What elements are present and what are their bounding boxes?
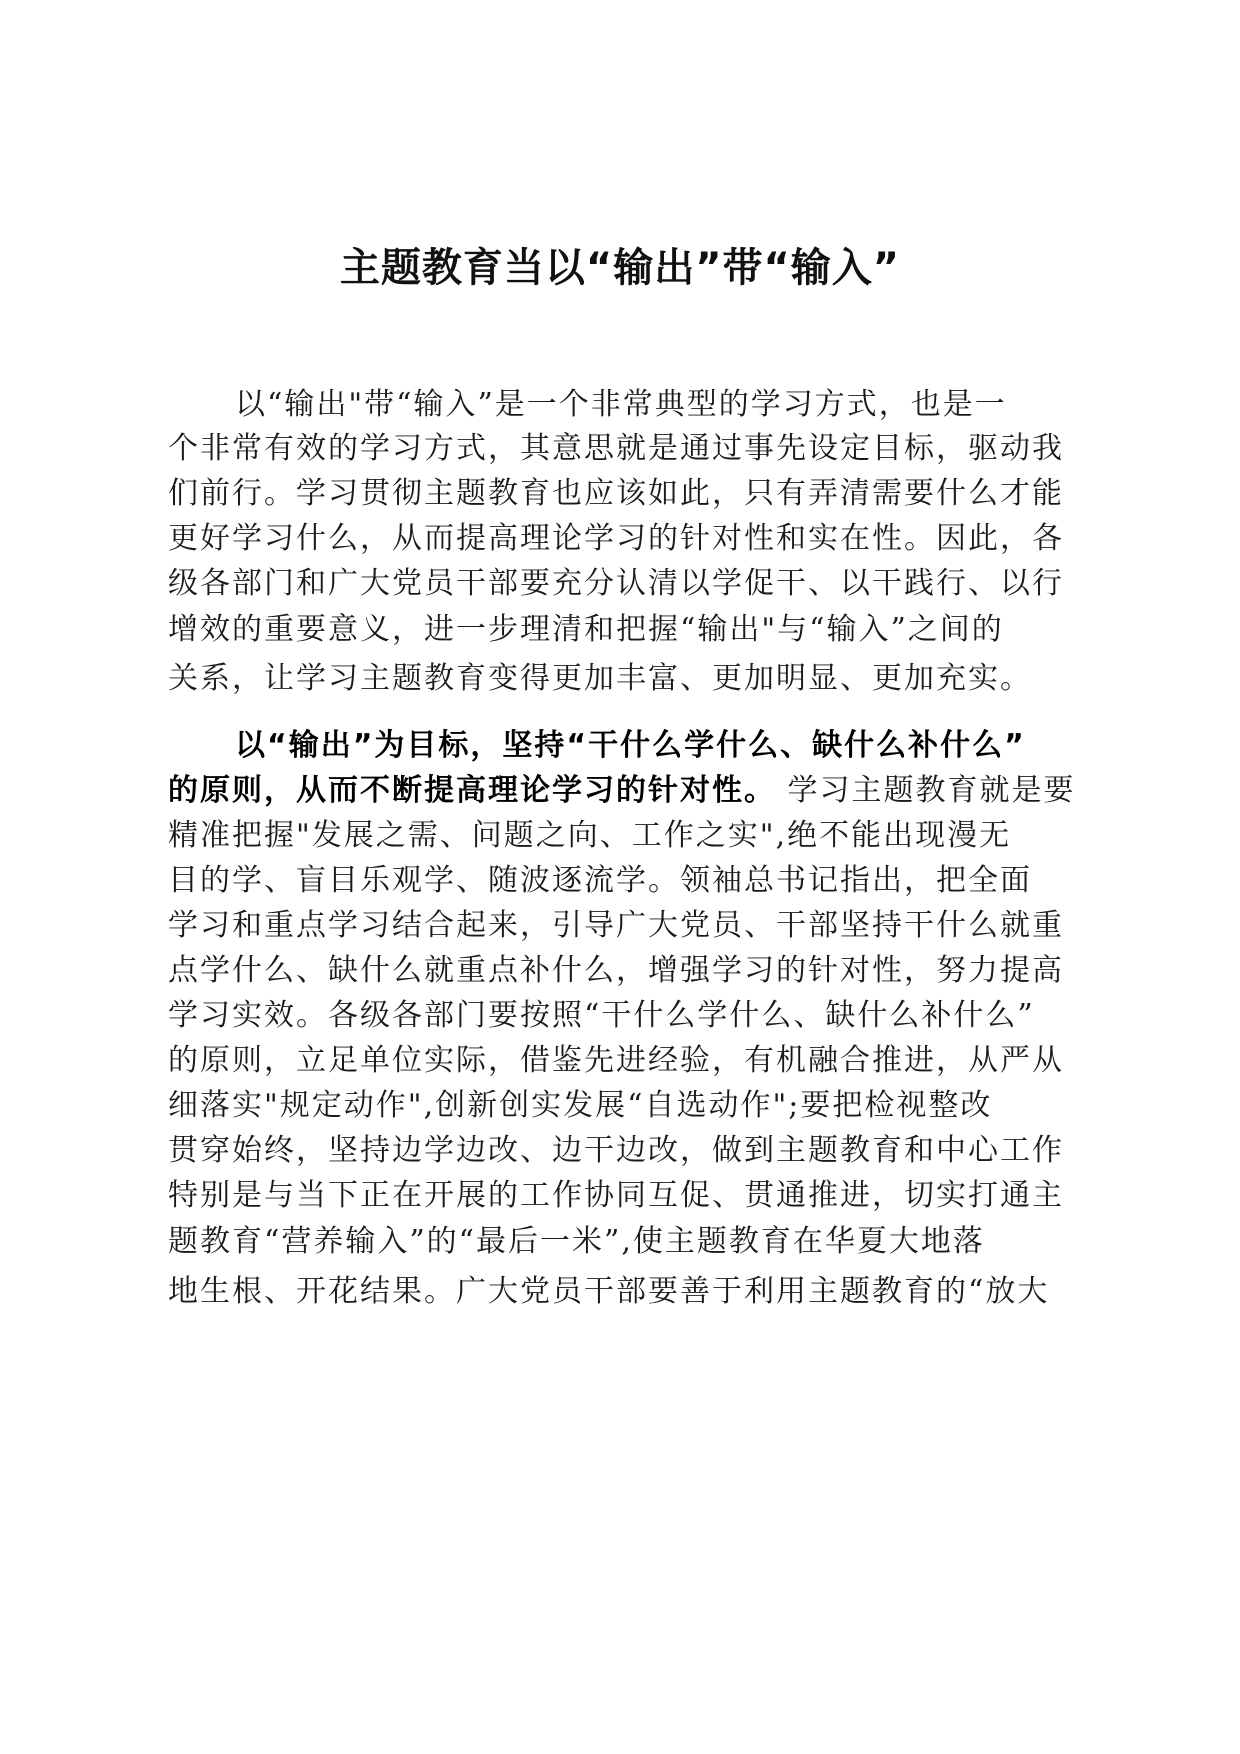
paragraph-1-line: 个非常有效的学习方式，其意思就是通过事先设定目标，驱动我 — [168, 431, 1064, 466]
paragraph-2-heading-text: 以“输出”为目标，坚持“干什么学什么、缺什么补什么” — [235, 728, 1026, 763]
paragraph-1-line: 更好学习什么，从而提高理论学习的针对性和实在性。因此，各 — [168, 521, 1064, 556]
paragraph-1-line: 们前行。学习贯彻主题教育也应该如此，只有弄清需要什么才能 — [168, 476, 1064, 511]
paragraph-2-heading-line — [235, 726, 1155, 766]
paragraph-2-line: 细落实"规定动作",创新创实发展“自选动作";要把检视整改 — [168, 1088, 993, 1123]
paragraph-2-line: 地生根、开花结果。广大党员干部要善于利用主题教育的“放大 — [168, 1274, 1050, 1309]
paragraph-1-line: 增效的重要意义，进一步理清和把握“输出"与“输入”之间的 — [168, 612, 1004, 647]
paragraph-1-line: 关系，让学习主题教育变得更加丰富、更加明显、更加充实。 — [168, 661, 1032, 696]
paragraph-2-line: 精准把握"发展之需、问题之向、工作之实",绝不能出现漫无 — [168, 818, 1012, 853]
paragraph-2-line: 的原则，立足单位实际，借鉴先进经验，有机融合推进，从严从 — [168, 1043, 1064, 1078]
paragraph-1-line: 级各部门和广大党员干部要充分认清以学促干、以干践行、以行 — [168, 566, 1064, 601]
document-title: 主题教育当以“输出”带“输入” — [339, 245, 901, 291]
paragraph-2-line: 学习和重点学习结合起来，引导广大党员、干部坚持干什么就重 — [168, 908, 1064, 943]
paragraph-2-line: 目的学、盲目乐观学、随波逐流学。领袖总书记指出，把全面 — [168, 863, 1032, 898]
paragraph-2-line: 贯穿始终，坚持边学边改、边干边改，做到主题教育和中心工作 — [168, 1133, 1064, 1168]
paragraph-2-body-text: 学习主题教育就是要 — [776, 773, 1076, 808]
paragraph-2-heading-text: 的原则，从而不断提高理论学习的针对性。 — [168, 773, 776, 808]
paragraph-2-line — [168, 771, 1088, 811]
paragraph-2-line: 学习实效。各级各部门要按照“干什么学什么、缺什么补什么” — [168, 998, 1035, 1033]
paragraph-2-line: 题教育“营养输入”的“最后一米”,使主题教育在华夏大地落 — [168, 1224, 985, 1259]
paragraph-1-line: 以“输出"带“输入”是一个非常典型的学习方式，也是一 — [235, 387, 1007, 422]
paragraph-2-line: 点学什么、缺什么就重点补什么，增强学习的针对性，努力提高 — [168, 953, 1064, 988]
paragraph-2-line: 特别是与当下正在开展的工作协同互促、贯通推进，切实打通主 — [168, 1178, 1064, 1213]
